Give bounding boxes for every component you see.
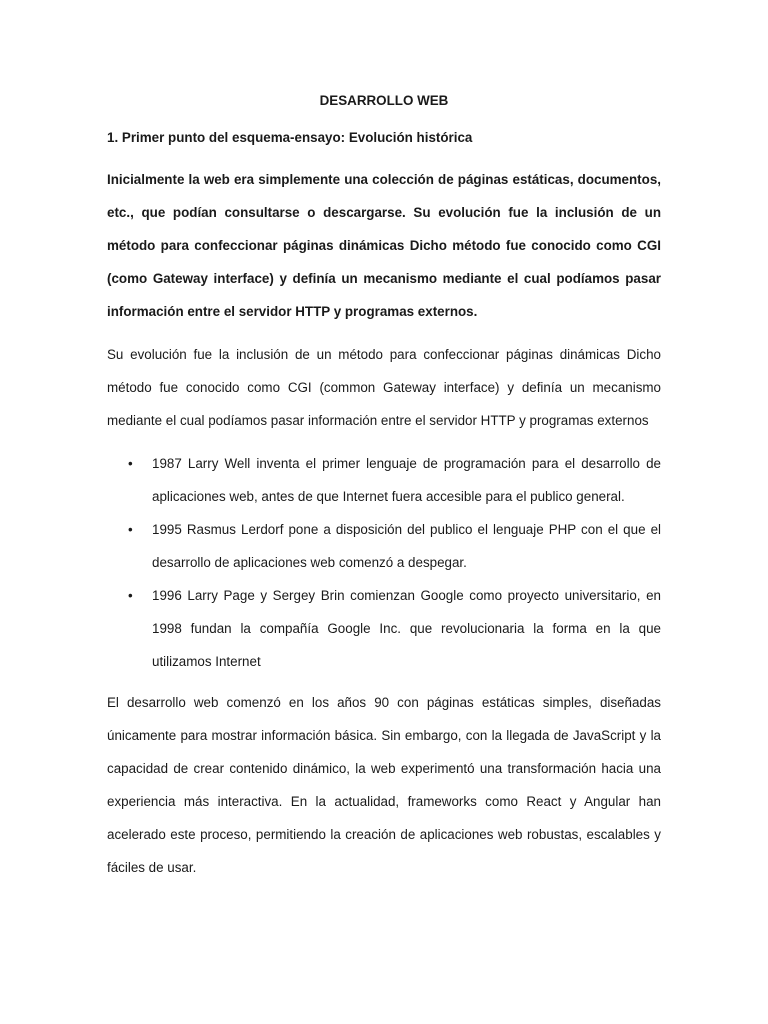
- bullet-icon: •: [128, 522, 133, 537]
- intro-paragraph-bold: Inicialmente la web era simplemente una colección de páginas estáticas, documentos, etc., que podían consultarse o descargarse. Su evolución fue la inclusión de un método para confeccionar páginas dinámicas Dicho método fue conocido como CGI (como Gateway interface) y definía un mecanismo mediante el cual podíamos pasar información entre el servidor HTTP y programas externos.: [107, 172, 661, 319]
- history-bullet-list: [107, 447, 661, 678]
- evolution-paragraph: Su evolución fue la inclusión de un método para confeccionar páginas dinámicas Dicho método fue conocido como CGI (common Gateway interface) y definía un mecanismo mediante el cual podíamos pasar información entre el servidor HTTP y programas externos: [107, 347, 661, 428]
- modern-web-paragraph: El desarrollo web comenzó en los años 90 con páginas estáticas simples, diseñadas únicamente para mostrar información básica. Sin embargo, con la llegada de JavaScript y la capacidad de crear contenido dinámico, la web experimentó una transformación hacia una experiencia más interactiva. En la actualidad, frameworks como React y Angular han acelerado este proceso, permitiendo la creación de aplicaciones web robustas, escalables y fáciles de usar.: [107, 695, 661, 875]
- bullet-icon: •: [128, 588, 133, 603]
- bullet-item-1987: [107, 447, 661, 513]
- bullet-text: 1995 Rasmus Lerdorf pone a disposición del publico el lenguaje PHP con el que el desarrollo de aplicaciones web comenzó a despegar.: [152, 522, 661, 570]
- bullet-icon: •: [128, 456, 133, 471]
- document-title: DESARROLLO WEB: [319, 93, 449, 108]
- bullet-item-1995: [107, 513, 661, 579]
- section-heading: 1. Primer punto del esquema-ensayo: Evolución histórica: [107, 130, 473, 145]
- bullet-text: 1987 Larry Well inventa el primer lenguaje de programación para el desarrollo de aplicaciones web, antes de que Internet fuera accesible para el publico general.: [152, 456, 661, 504]
- bullet-text: 1996 Larry Page y Sergey Brin comienzan Google como proyecto universitario, en 1998 fundan la compañía Google Inc. que revolucionaria la forma en la que utilizamos Internet: [152, 588, 661, 669]
- document-body: [107, 90, 661, 894]
- bullet-item-1996: [107, 579, 661, 678]
